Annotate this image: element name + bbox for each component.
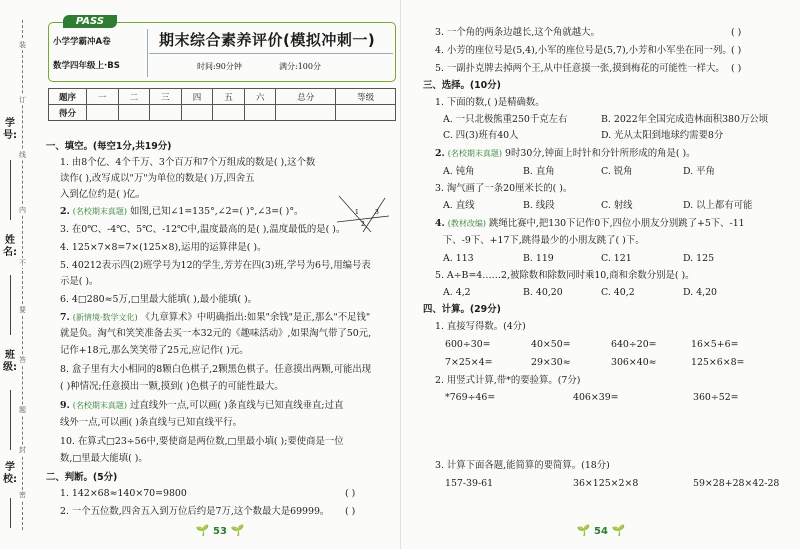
tree-icon: 🌱 (611, 524, 626, 537)
question-7-text: 《九章算术》中明确指出:如果"余钱"是正,那么"不足钱" (140, 312, 371, 323)
choice-1: 1. 下面的数,( )是精确数。 (435, 97, 545, 108)
exam-title: 期末综合素养评价(模拟冲刺一) (159, 31, 376, 49)
time-limit: 时间:90分钟 (197, 62, 242, 71)
binding-char: 封 (19, 446, 26, 454)
calc-item[interactable]: 640÷20= (611, 339, 657, 350)
grade-label: 数学四年级上·BS (53, 61, 120, 71)
choice-4 (435, 218, 745, 230)
header-rule (149, 53, 393, 54)
choice-3-option-d[interactable]: D. 以上都有可能 (683, 200, 753, 211)
judge-3-answer[interactable]: ( ) (731, 27, 742, 38)
header-divider (147, 29, 148, 77)
page-number: 53 (213, 526, 227, 537)
judge-4-answer[interactable]: ( ) (731, 45, 742, 56)
name-label: 姓名: (3, 235, 17, 258)
score-col-header: 题序 (49, 89, 87, 105)
binding-char: 订 (19, 96, 26, 104)
question-7-cont: 就是负。淘气和笑笑准备去买一本32元的《趣味活动》,如果淘气带了50元, (60, 328, 372, 339)
page-number: 54 (594, 526, 608, 537)
choice-1-option-d[interactable]: D. 光从太阳到地球约需要8分 (601, 130, 724, 141)
calc-item[interactable]: 16×5+6= (691, 339, 739, 350)
school-label: 学校: (3, 462, 17, 485)
calc-item[interactable]: 125×6×8= (691, 357, 745, 368)
vertical-calc-item[interactable]: *769÷46= (445, 392, 496, 403)
question-6: 6. 4□280≈5万,□里最大能填( ),最小能填( )。 (60, 294, 257, 305)
source-tag: (新情境·数学文化) (72, 313, 138, 322)
score-col-header: 三 (150, 89, 182, 105)
question-9-text: 过直线外一点,可以画( )条直线与已知直线垂直;过直 (130, 400, 344, 411)
simplify-calc-item[interactable]: 157-39-61 (445, 478, 494, 489)
calc-item[interactable]: 7×25×4= (445, 357, 493, 368)
full-score: 满分:100分 (279, 62, 321, 71)
score-col-header: 四 (181, 89, 213, 105)
series-name: 小学学霸冲A卷 (53, 37, 111, 47)
vertical-calc-item[interactable]: 360÷52= (693, 392, 739, 403)
source-tag: (名校期末真题) (447, 149, 503, 158)
question-number: 7. (60, 312, 70, 323)
judge-4: 4. 小芳的座位号是(5,4),小军的座位号是(5,7),小芳和小军坐在同一列。 (435, 45, 732, 56)
score-cell[interactable] (276, 105, 336, 121)
choice-5-option-d[interactable]: D. 4,20 (683, 287, 718, 298)
binding-char: 不 (19, 259, 26, 267)
score-cell[interactable] (118, 105, 150, 121)
binding-char: 线 (19, 151, 26, 159)
choice-3-option-c[interactable]: C. 射线 (601, 200, 633, 211)
simplify-calc-item[interactable]: 59×28+28×42-28 (693, 478, 780, 489)
choice-4-cont: 下、-9下、+17下,跳得最少的小朋友跳了( )下。 (443, 235, 645, 246)
choice-1-option-b[interactable]: B. 2022年全国完成造林面积380万公顷 (601, 114, 769, 125)
choice-2-option-c[interactable]: C. 锐角 (601, 166, 633, 177)
choice-5: 5. A÷B=4……2,被除数和除数同时乘10,商和余数分别是( )。 (435, 270, 695, 281)
page-footer (180, 524, 260, 537)
question-1: 1. 由8个亿、4个千万、3个百万和7个万组成的数是( ),这个数 (60, 157, 316, 168)
judge-1: 1. 142×68≈140×70=9800 (60, 488, 187, 499)
choice-5-option-b[interactable]: B. 40,20 (523, 287, 563, 298)
judge-3: 3. 一个角的两条边越长,这个角就越大。 (435, 27, 600, 38)
source-tag: (名校期末真题) (72, 401, 128, 410)
score-col-header: 总分 (276, 89, 336, 105)
question-number: 9. (60, 400, 70, 411)
binding-char: 题 (19, 406, 26, 414)
score-table-header-row (49, 89, 396, 105)
student-id-line (10, 160, 11, 220)
choice-3-option-a[interactable]: A. 直线 (443, 200, 475, 211)
question-number: 2. (435, 148, 445, 159)
section-choice-heading: 三、选择。(10分) (423, 80, 501, 91)
calc-item[interactable]: 306×40≈ (611, 357, 657, 368)
choice-4-option-a[interactable]: A. 113 (443, 253, 474, 264)
binding-char: 密 (19, 491, 26, 499)
calc-item[interactable]: 29×30≈ (531, 357, 571, 368)
tree-icon: 🌱 (576, 524, 591, 537)
question-2-text: 如图,已知∠1=135°,∠2=( )°,∠3=( )°。 (130, 206, 304, 217)
score-col-header: 六 (244, 89, 276, 105)
choice-2-option-a[interactable]: A. 钝角 (443, 166, 475, 177)
score-row-label: 得分 (49, 105, 87, 121)
score-cell[interactable] (150, 105, 182, 121)
question-9 (60, 400, 343, 412)
score-col-header: 五 (213, 89, 245, 105)
choice-2-option-d[interactable]: D. 平角 (683, 166, 715, 177)
calc-2-heading: 2. 用竖式计算,带*的要验算。(7分) (435, 375, 581, 386)
question-number: 4. (435, 218, 445, 229)
figure-line (363, 198, 385, 232)
binding-char: 内 (19, 206, 26, 214)
exam-header (48, 16, 396, 82)
binding-char: 要 (19, 306, 26, 314)
score-cell[interactable] (244, 105, 276, 121)
score-cell[interactable] (213, 105, 245, 121)
class-line (10, 390, 11, 450)
class-label: 班级: (3, 350, 17, 373)
question-2 (60, 206, 303, 218)
judge-2-answer[interactable]: ( ) (345, 506, 356, 517)
choice-4-option-d[interactable]: D. 125 (683, 253, 715, 264)
choice-2 (435, 148, 696, 160)
score-table-row (49, 105, 396, 121)
binding-char: 答 (19, 356, 26, 364)
section-fill-heading: 一、填空。(每空1分,共19分) (46, 141, 172, 152)
student-id-label: 学号: (3, 118, 17, 141)
calc-item[interactable]: 40×50= (531, 339, 571, 350)
question-5: 5. 40212表示四(2)班学号为12的学生,芳芳在四(3)班,学号为6号,用编号表 (60, 260, 371, 271)
choice-1-option-c[interactable]: C. 四(3)班有40人 (443, 130, 519, 141)
score-col-header: 等级 (336, 89, 396, 105)
vertical-calc-item[interactable]: 406×39= (573, 392, 619, 403)
question-3: 3. 在0℃、-4℃、5℃、-12℃中,温度最高的是( ),温度最低的是( )。 (60, 224, 346, 235)
binding-sidebar (0, 0, 40, 549)
question-10: 10. 在算式□23÷56中,要使商是两位数,□里最小填( );要使商是一位 (60, 436, 344, 447)
question-5-cont: 示是( )。 (60, 276, 99, 287)
judge-1-answer[interactable]: ( ) (345, 488, 356, 499)
choice-4-text: 跳绳比赛中,把130下记作0下,四位小朋友分别跳了+5下、-11 (489, 218, 745, 229)
choice-5-option-c[interactable]: C. 40,2 (601, 287, 635, 298)
section-judge-heading: 二、判断。(5分) (46, 472, 118, 483)
page-footer (561, 524, 641, 537)
judge-5: 5. 一副扑克牌去掉两个王,从中任意摸一张,摸到梅花的可能性一样大。 (435, 63, 725, 74)
score-cell[interactable] (87, 105, 119, 121)
choice-3: 3. 淘气画了一条20厘米长的( )。 (435, 183, 573, 194)
pass-badge: PASS (63, 15, 117, 28)
score-cell[interactable] (336, 105, 396, 121)
score-table (48, 88, 396, 121)
judge-5-answer[interactable]: ( ) (731, 63, 742, 74)
question-7-cont: 记作+18元,那么笑笑带了25元,应记作( )元。 (60, 345, 249, 356)
calc-1-heading: 1. 直接写得数。(4分) (435, 321, 526, 332)
question-1-cont: 入到亿位约是( )亿。 (60, 189, 146, 200)
judge-2: 2. 一个五位数,四舍五入到万位后约是7万,这个数最大是69999。 (60, 506, 330, 517)
angle-label: 2 (361, 221, 365, 228)
simplify-calc-item[interactable]: 36×125×2×8 (573, 478, 639, 489)
choice-3-option-b[interactable]: B. 线段 (523, 200, 555, 211)
angle-label: 1 (355, 209, 359, 216)
choice-1-option-a[interactable]: A. 一只北极熊重250千克左右 (443, 114, 568, 125)
question-1-cont: 读作( ),改写成以"万"为单位的数是( )万,四舍五 (60, 173, 255, 184)
choice-5-option-a[interactable]: A. 4,2 (443, 287, 471, 298)
question-8-cont: ( )种情况;任意摸出一颗,摸到( )色棋子的可能性最大。 (60, 381, 284, 392)
right-page (400, 0, 800, 549)
tree-icon: 🌱 (230, 524, 245, 537)
tree-icon: 🌱 (195, 524, 210, 537)
question-4: 4. 125×7×8=7×(125×8),运用的运算律是( )。 (60, 242, 267, 253)
choice-2-option-b[interactable]: B. 直角 (523, 166, 555, 177)
binding-char: 装 (19, 41, 26, 49)
choice-4-option-c[interactable]: C. 121 (601, 253, 632, 264)
calc-3-heading: 3. 计算下面各题,能简算的要简算。(18分) (435, 460, 610, 471)
school-line (10, 498, 11, 528)
score-col-header: 一 (87, 89, 119, 105)
source-tag: (教材改编) (447, 219, 487, 228)
question-8: 8. 盒子里有大小相同的8颗白色棋子,2颗黑色棋子。任意摸出两颗,可能出现 (60, 364, 372, 375)
question-number: 2. (60, 206, 70, 217)
choice-4-option-b[interactable]: B. 119 (523, 253, 554, 264)
section-calc-heading: 四、计算。(29分) (423, 304, 501, 315)
score-col-header: 二 (118, 89, 150, 105)
choice-2-text: 9时30分,钟面上时针和分针所形成的角是( )。 (505, 148, 696, 159)
question-9-cont: 线外一点,可以画( )条直线与已知直线平行。 (60, 417, 243, 428)
calc-item[interactable]: 600÷30= (445, 339, 491, 350)
question-7 (60, 312, 370, 324)
name-line (10, 275, 11, 335)
source-tag: (名校期末真题) (72, 207, 128, 216)
score-cell[interactable] (181, 105, 213, 121)
angle-label: 3 (375, 209, 379, 216)
question-10-cont: 数,□里最大能填( )。 (60, 453, 148, 464)
